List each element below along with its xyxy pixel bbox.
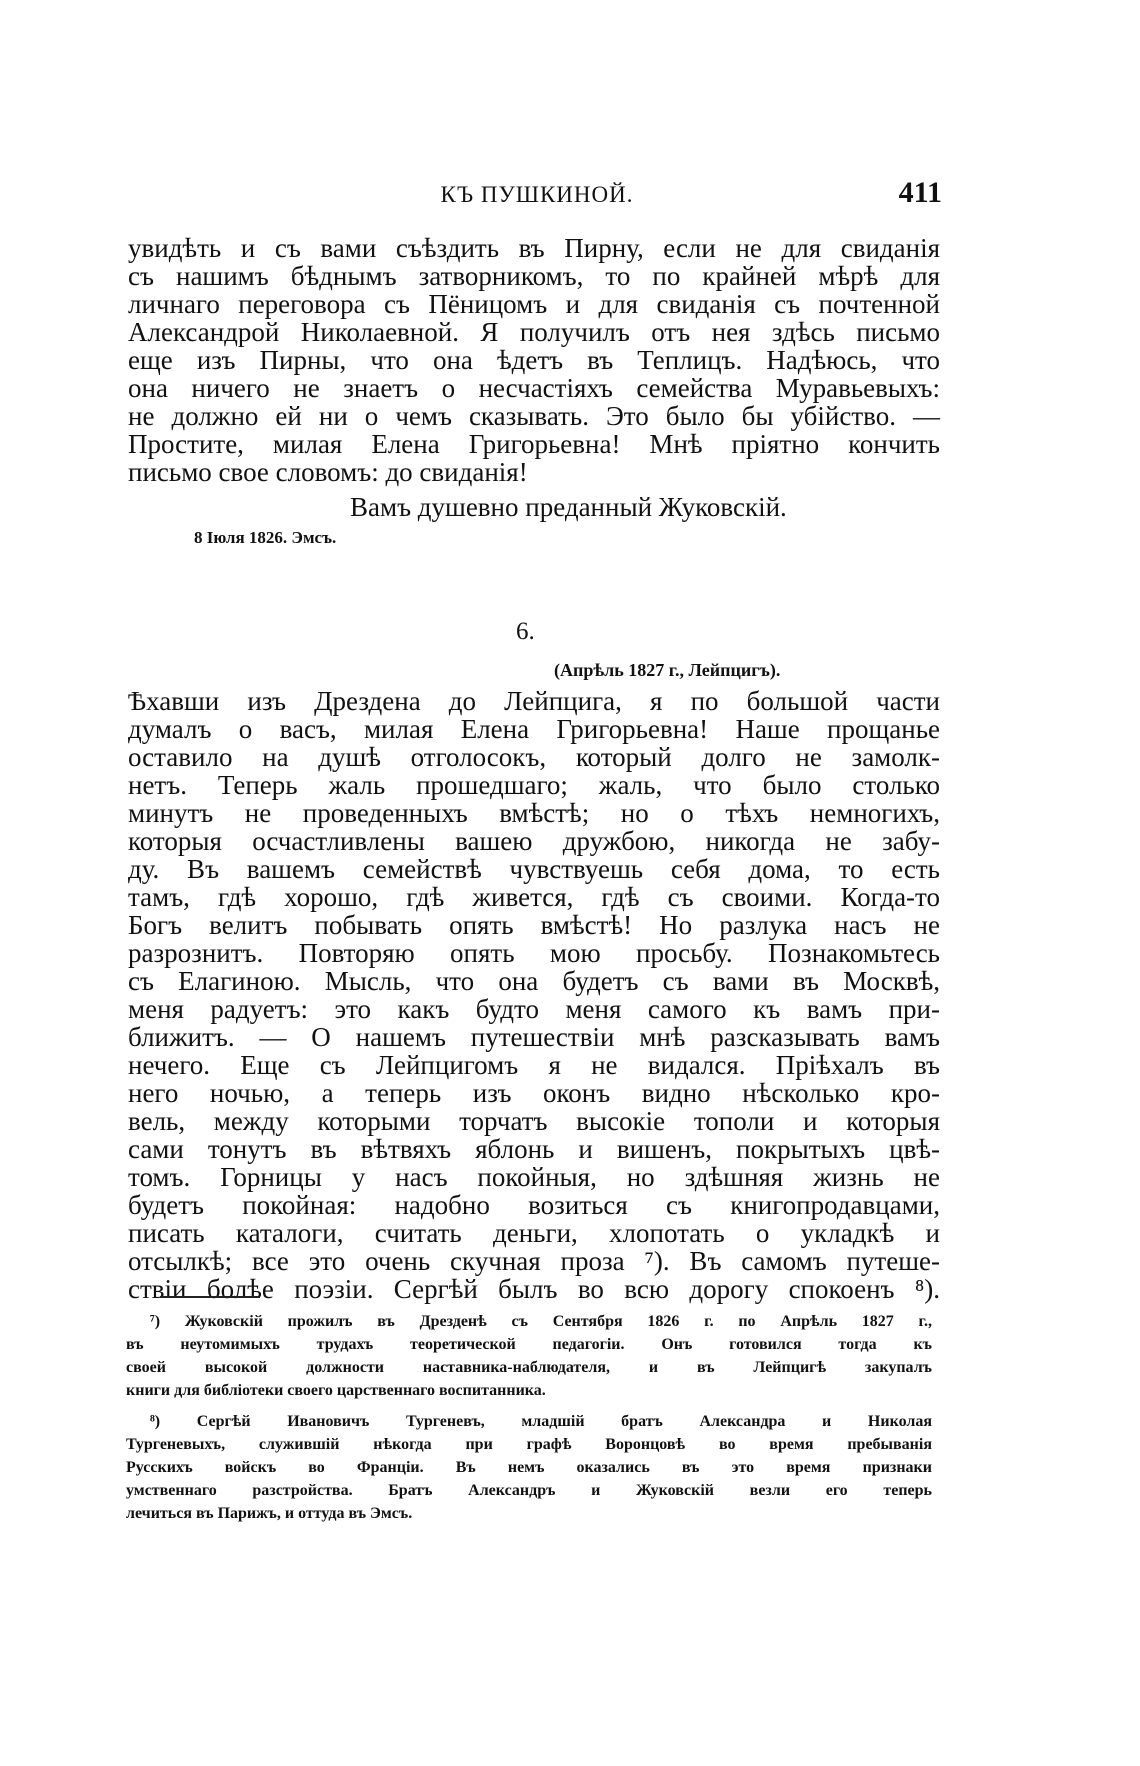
text-line: вель, между которыми торчатъ высокіе тополи и которыя [128, 1106, 940, 1136]
text-line: личнаго переговора съ Пёницомъ и для свиданія съ почтенной [128, 289, 940, 319]
text-line: она ничего не знаетъ о несчастіяхъ семейства Муравьевыхъ: [128, 373, 940, 403]
text-line: ближитъ. — О нашемъ путешествіи мнѣ разсказывать вамъ [128, 1022, 940, 1052]
text-line: отсылкѣ; все это очень скучная проза ⁷). Въ самомъ путеше- [128, 1246, 940, 1276]
text-line: Богъ велитъ побывать опять вмѣстѣ! Но разлука насъ не [128, 910, 940, 940]
page-number: 411 [898, 176, 942, 209]
footnotes [126, 1310, 932, 1525]
letter-date: 8 Іюля 1826. Эмсъ. [194, 528, 337, 547]
footnote-line: книги для библіотеки своего царственнаго воспитанника. [126, 1382, 546, 1399]
text-line: съ нашимъ бѣднымъ затворникомъ, то по крайней мѣрѣ для [128, 261, 940, 291]
text-line: думалъ о васъ, милая Елена Григорьевна! Наше прощанье [128, 714, 940, 744]
text-line: будетъ покойная: надобно возиться съ книгопродавцами, [128, 1190, 940, 1220]
text-line: томъ. Горницы у насъ покойныя, но здѣшняя жизнь не [128, 1162, 940, 1192]
footnote-line: своей высокой должности наставника-наблюдателя, и въ Лейпцигѣ закупалъ [126, 1359, 932, 1376]
footnote-line: Тургеневыхъ, служившій нѣкогда при графѣ Воронцовѣ во время пребыванія [126, 1436, 932, 1453]
text-line: разрознитъ. Повторяю опять мою просьбу. Познакомьтесь [128, 938, 940, 968]
text-line: ствіи болѣе поэзіи. Сергѣй былъ во всю дорогу спокоенъ ⁸). [128, 1274, 940, 1304]
text-line: писать каталоги, считать деньги, хлопотать о укладкѣ и [128, 1218, 940, 1248]
letter-dateline: (Апрѣль 1827 г., Лейпцигъ). [554, 660, 781, 680]
footnote-line: умственнаго разстройства. Братъ Александръ и Жуковскій везли его теперь [126, 1482, 932, 1499]
footnote-7 [126, 1310, 932, 1402]
text-line: нетъ. Теперь жаль прошедшаго; жаль, что было столько [128, 770, 940, 800]
text-line: которыя осчастливлены вашею дружбою, никогда не забу- [128, 826, 940, 856]
letter-5-closing-paragraph [128, 234, 940, 486]
footnote-line: въ неутомимыхъ трудахъ теоретической педагогіи. Онъ готовился тогда къ [126, 1336, 932, 1353]
text-line: увидѣть и съ вами съѣздить въ Пирну, если не для свиданія [128, 233, 940, 263]
running-title: КЪ ПУШКИНОЙ. [440, 182, 634, 207]
text-line: оставило на душѣ отголосокъ, который долго не замолк- [128, 742, 940, 772]
text-line: тамъ, гдѣ хорошо, гдѣ живется, гдѣ съ своими. Когда-то [128, 882, 940, 912]
footnote-8 [126, 1410, 932, 1525]
text-line: меня радуетъ: это какъ будто меня самого къ вамъ при- [128, 994, 940, 1024]
text-line: Простите, милая Елена Григорьевна! Мнѣ пріятно кончить [128, 429, 940, 459]
text-line: Александрой Николаевной. Я получилъ отъ нея здѣсь письмо [128, 317, 940, 347]
letter-signature: Вамъ душевно преданный Жуковскій. [350, 492, 787, 522]
text-line: еще изъ Пирны, что она ѣдетъ въ Теплицъ. Надѣюсь, что [128, 345, 940, 375]
text-line: письмо свое словомъ: до свиданія! [128, 457, 528, 487]
text-line: Ѣхавши изъ Дрездена до Лейпцига, я по большой части [128, 686, 940, 716]
text-line: не должно ей ни о чемъ сказывать. Это было бы убійство. — [128, 401, 940, 431]
text-line: минутъ не проведенныхъ вмѣстѣ; но о тѣхъ немногихъ, [128, 798, 940, 828]
footnote-line: лечиться въ Парижъ, и оттуда въ Эмсъ. [126, 1505, 413, 1522]
letter-6-body [128, 687, 940, 1303]
footnote-line: ⁷) Жуковскій прожилъ въ Дрезденѣ съ Сентября 1826 г. по Апрѣль 1827 г., [150, 1313, 932, 1330]
text-line: нечего. Еще съ Лейпцигомъ я не видался. Пріѣхалъ въ [128, 1050, 940, 1080]
letter-number: 6. [516, 618, 535, 645]
footnote-line: ⁸) Сергѣй Ивановичъ Тургеневъ, младшій братъ Александра и Николая [150, 1413, 932, 1430]
text-line: съ Елагиною. Мысль, что она будетъ съ вами въ Москвѣ, [128, 966, 940, 996]
footnote-line: Русскихъ войскъ во Франціи. Въ немъ оказались въ это время признаки [126, 1459, 932, 1476]
text-line: ду. Въ вашемъ семействѣ чувствуешь себя дома, то есть [128, 854, 940, 884]
running-head [132, 176, 942, 216]
text-line: сами тонутъ въ вѣтвяхъ яблонь и вишенъ, покрытыхъ цвѣ- [128, 1134, 940, 1164]
footnote-rule [160, 1296, 260, 1298]
text-line: него ночью, а теперь изъ оконъ видно нѣсколько кро- [128, 1078, 940, 1108]
